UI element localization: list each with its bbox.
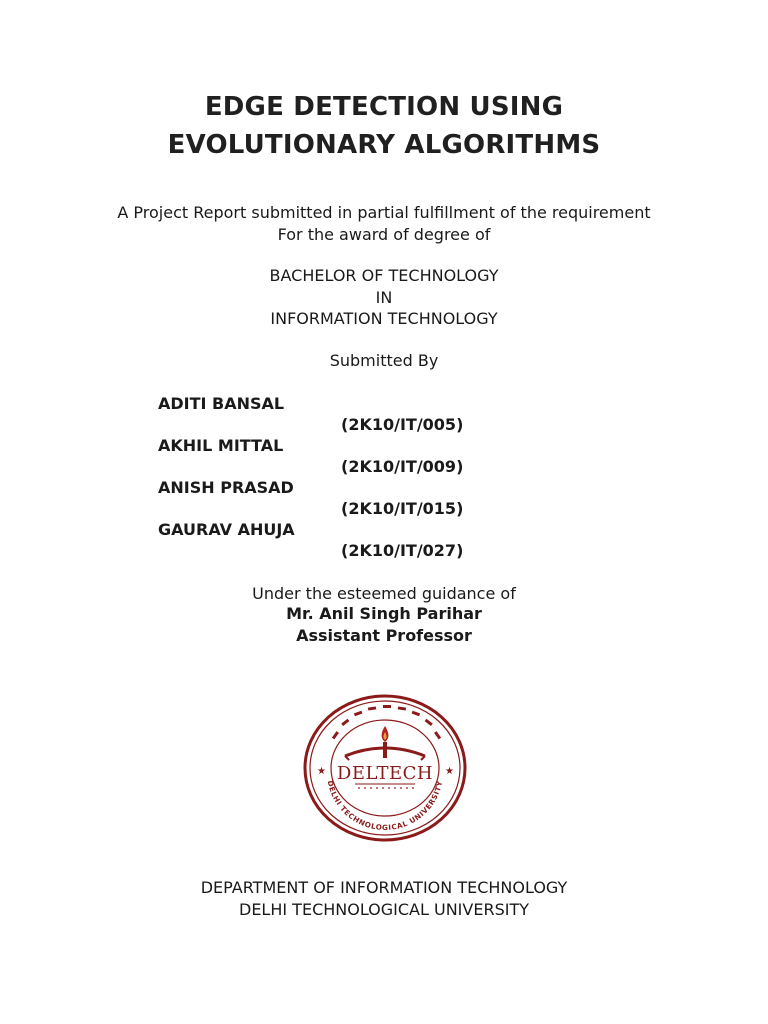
student-roll: (2K10/IT/027) [341,541,464,560]
student-roll: (2K10/IT/005) [341,415,464,434]
university-seal-logo [303,694,467,842]
degree-line-2: IN [375,288,393,307]
seal-ring-text: DELHI TECHNOLOGICAL UNIVERSITY [325,779,445,833]
title-line-1: EDGE DETECTION USING [204,92,564,122]
svg-text:★: ★ [445,766,454,777]
guide-designation: Assistant Professor [296,626,472,645]
svg-text:★: ★ [317,766,326,777]
university-name: DELHI TECHNOLOGICAL UNIVERSITY [239,900,529,919]
student-roll: (2K10/IT/009) [341,457,464,476]
student-name: ADITI BANSAL [158,394,285,413]
student-name: ANISH PRASAD [158,478,294,497]
guidance-intro: Under the esteemed guidance of [252,584,516,603]
intro-line-1: A Project Report submitted in partial fulfillment of the requirement [117,203,651,222]
student-name: GAURAV AHUJA [158,520,295,539]
department-name: DEPARTMENT OF INFORMATION TECHNOLOGY [200,878,568,897]
student-name: AKHIL MITTAL [158,436,284,455]
degree-line-1: BACHELOR OF TECHNOLOGY [269,266,499,285]
degree-line-3: INFORMATION TECHNOLOGY [270,309,498,328]
title-line-2: EVOLUTIONARY ALGORITHMS [167,130,601,160]
student-roll: (2K10/IT/015) [341,499,464,518]
guide-name: Mr. Anil Singh Parihar [286,604,482,623]
intro-line-2: For the award of degree of [277,225,491,244]
seal-wordmark: DELTECH [336,763,434,784]
submitted-by-label: Submitted By [329,351,439,370]
